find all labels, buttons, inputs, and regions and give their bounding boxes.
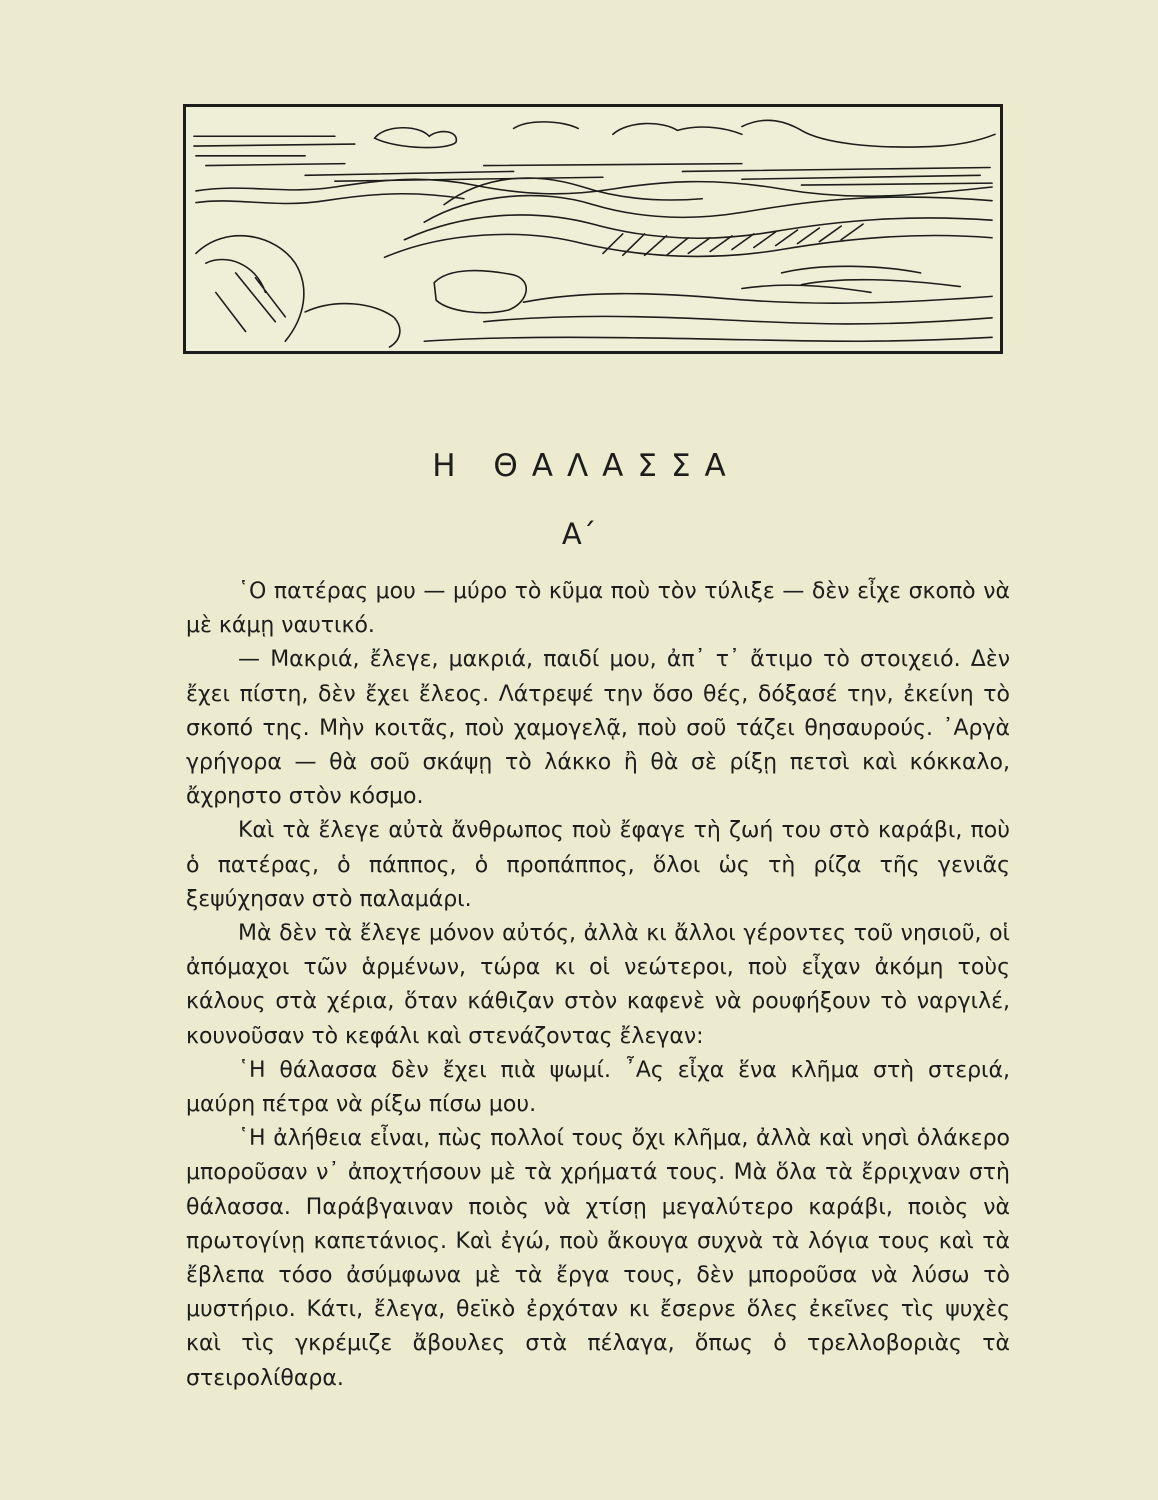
- paragraph: Μὰ δὲν τὰ ἔλεγε μόνον αὐτός, ἀλλὰ κι ἄλλοι γέροντες τοῦ νησιοῦ, οἱ ἀπόμαχοι τῶν ἁρμένων, τώρα κι οἱ νεώτεροι, ποὺ εἶχαν ἀκόμη τοὺς κάλους στὰ χέρια, ὅταν κάθιζαν στὸν καφενὲ νὰ ρουφήξουν τὸ ναργιλέ, κουνοῦσαν τὸ κεφάλι καὶ στενάζοντας ἔλεγαν:: [186, 921, 1010, 1049]
- sea-waves-illustration: [183, 104, 1003, 354]
- section-number: Α΄: [561, 517, 597, 551]
- body-text: [186, 575, 1010, 1396]
- sea-waves-engraving: [186, 107, 1000, 351]
- cloud-left: [375, 128, 457, 148]
- paragraph: ῾Ο πατέρας μου — μύρο τὸ κῦμα ποὺ τὸν τύλιξε — δὲν εἶχε σκοπὸ νὰ μὲ κάμῃ ναυτικό.: [186, 579, 1010, 639]
- paragraph: Καὶ τὰ ἔλεγε αὐτὰ ἄνθρωπος ποὺ ἔφαγε τὴ ζωή του στὸ καράβι, ποὺ ὁ πατέρας, ὁ πάππος, ὁ προπάππος, ὅλοι ὡς τὴ ρίζα τῆς γενιᾶς ξεψύχησαν στὸ παλαμάρι.: [186, 818, 1010, 912]
- cloud-right-2: [742, 120, 995, 147]
- rock-middle: [434, 271, 526, 313]
- cloud-right-1: [613, 124, 742, 135]
- rock-left: [196, 236, 304, 342]
- paragraph: ῾Η ἀλήθεια εἶναι, πὼς πολλοί τους ὄχι κλῆμα, ἀλλὰ καὶ νησὶ ὁλάκερο μποροῦσαν ν᾽ ἀποχτήσουν μὲ τὰ χρήματά τους. Μὰ ὅλα τὰ ἔρριχναν στὴ θάλασσα. Παράβγαιναν ποιὸς νὰ χτίσῃ μεγαλύτερο καράβι, ποιὸς νὰ πρωτογίνῃ καπετάνιος. Καὶ ἐγώ, ποὺ ἄκουγα συχνὰ τὰ λόγια τους καὶ τὰ ἔβλεπα τόσο ἀσύμφωνα μὲ τὰ ἔργα τους, δὲν μποροῦσα νὰ λύσω τὸ μυστήριο. Κάτι, ἔλεγα, θεϊκὸ ἐρχόταν κι ἔσερνε ὅλες ἐκεῖνες τὶς ψυχὲς καὶ τὶς γκρέμιζε ἄβουλες στὰ πέλαγα, ὅπως ὁ τρελλοβοριὰς τὰ στειρολίθαρα.: [186, 1126, 1010, 1391]
- cloud-center: [514, 122, 579, 129]
- paragraph: ῾Η θάλασσα δὲν ἔχει πιὰ ψωμί. ῏Ας εἶχα ἕνα κλῆμα στὴ στεριά, μαύρη πέτρα νὰ ρίξω πίσω μου.: [186, 1057, 1010, 1118]
- paragraph: — Μακριά, ἔλεγε, μακριά, παιδί μου, ἀπ᾽ τ᾽ ἄτιμο τὸ στοιχειό. Δὲν ἔχει πίστη, δὲν ἔχει ἔλεος. Λάτρεψέ την ὅσο θές, δόξασέ την, ἐκείνη τὸ σκοπό της. Μὴν κοιτᾶς, ποὺ χαμογελᾷ, ποὺ σοῦ τάζει θησαυρούς. ᾿Αργὰ γρήγορα — θὰ σοῦ σκάψῃ τὸ λάκκο ἢ θὰ σὲ ρίξῃ πετσὶ καὶ κόκκαλο, ἄχρηστο στὸν κόσμο.: [186, 647, 1010, 810]
- chapter-title: Η ΘΑΛΑΣΣΑ: [432, 448, 740, 484]
